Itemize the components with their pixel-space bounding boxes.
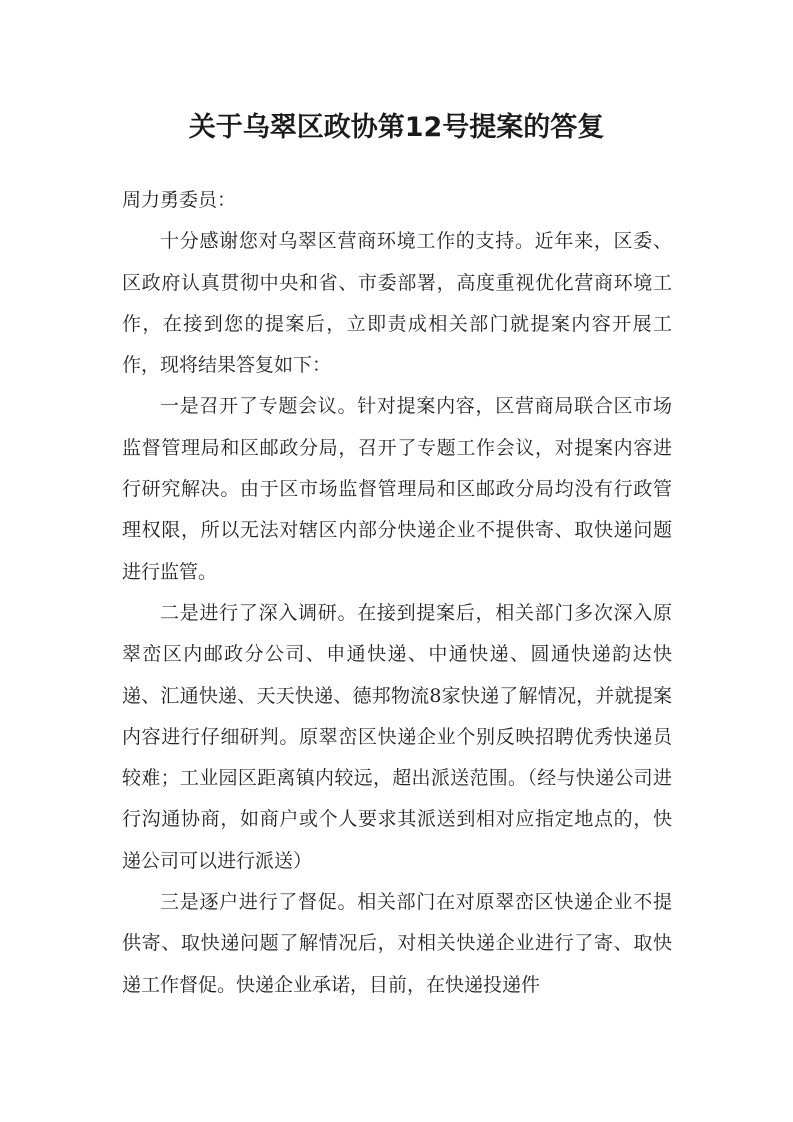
document-title: 关于乌翠区政协第12号提案的答复 <box>188 112 605 143</box>
paragraph-point-two: 二是进行了深入调研。在接到提案后，相关部门多次深入原翠峦区内邮政分公司、申通快递、中通快递、圆通快递韵达快递、汇通快递、天天快递、德邦物流8家快递了解情况，并就提案内容进行仔细研判。原翠峦区快递企业个别反映招聘优秀快递员较难；工业园区距离镇内较远，超出派送范围。（经与快递公司进行沟通协商，如商户或个人要求其派送到相对应指定地点的，快递公司可以进行派送） <box>122 601 672 872</box>
salutation: 周力勇委员： <box>122 189 237 211</box>
paragraph-point-three: 三是逐户进行了督促。相关部门在对原翠峦区快递企业不提供寄、取快递问题了解情况后，对相关快递企业进行了寄、取快递工作督促。快递企业承诺，目前，在快递投递件 <box>122 891 672 996</box>
document-body <box>122 180 672 1006</box>
paragraph-intro: 十分感谢您对乌翠区营商环境工作的支持。近年来，区委、区政府认真贯彻中央和省、市委部署，高度重视优化营商环境工作，在接到您的提案后，立即责成相关部门就提案内容开展工作，现将结果答复如下： <box>122 230 672 377</box>
paragraph-point-one: 一是召开了专题会议。针对提案内容，区营商局联合区市场监督管理局和区邮政分局，召开了专题工作会议，对提案内容进行研究解决。由于区市场监督管理局和区邮政分局均没有行政管理权限，所以无法对辖区内部分快递企业不提供寄、取快递问题进行监管。 <box>122 395 672 583</box>
